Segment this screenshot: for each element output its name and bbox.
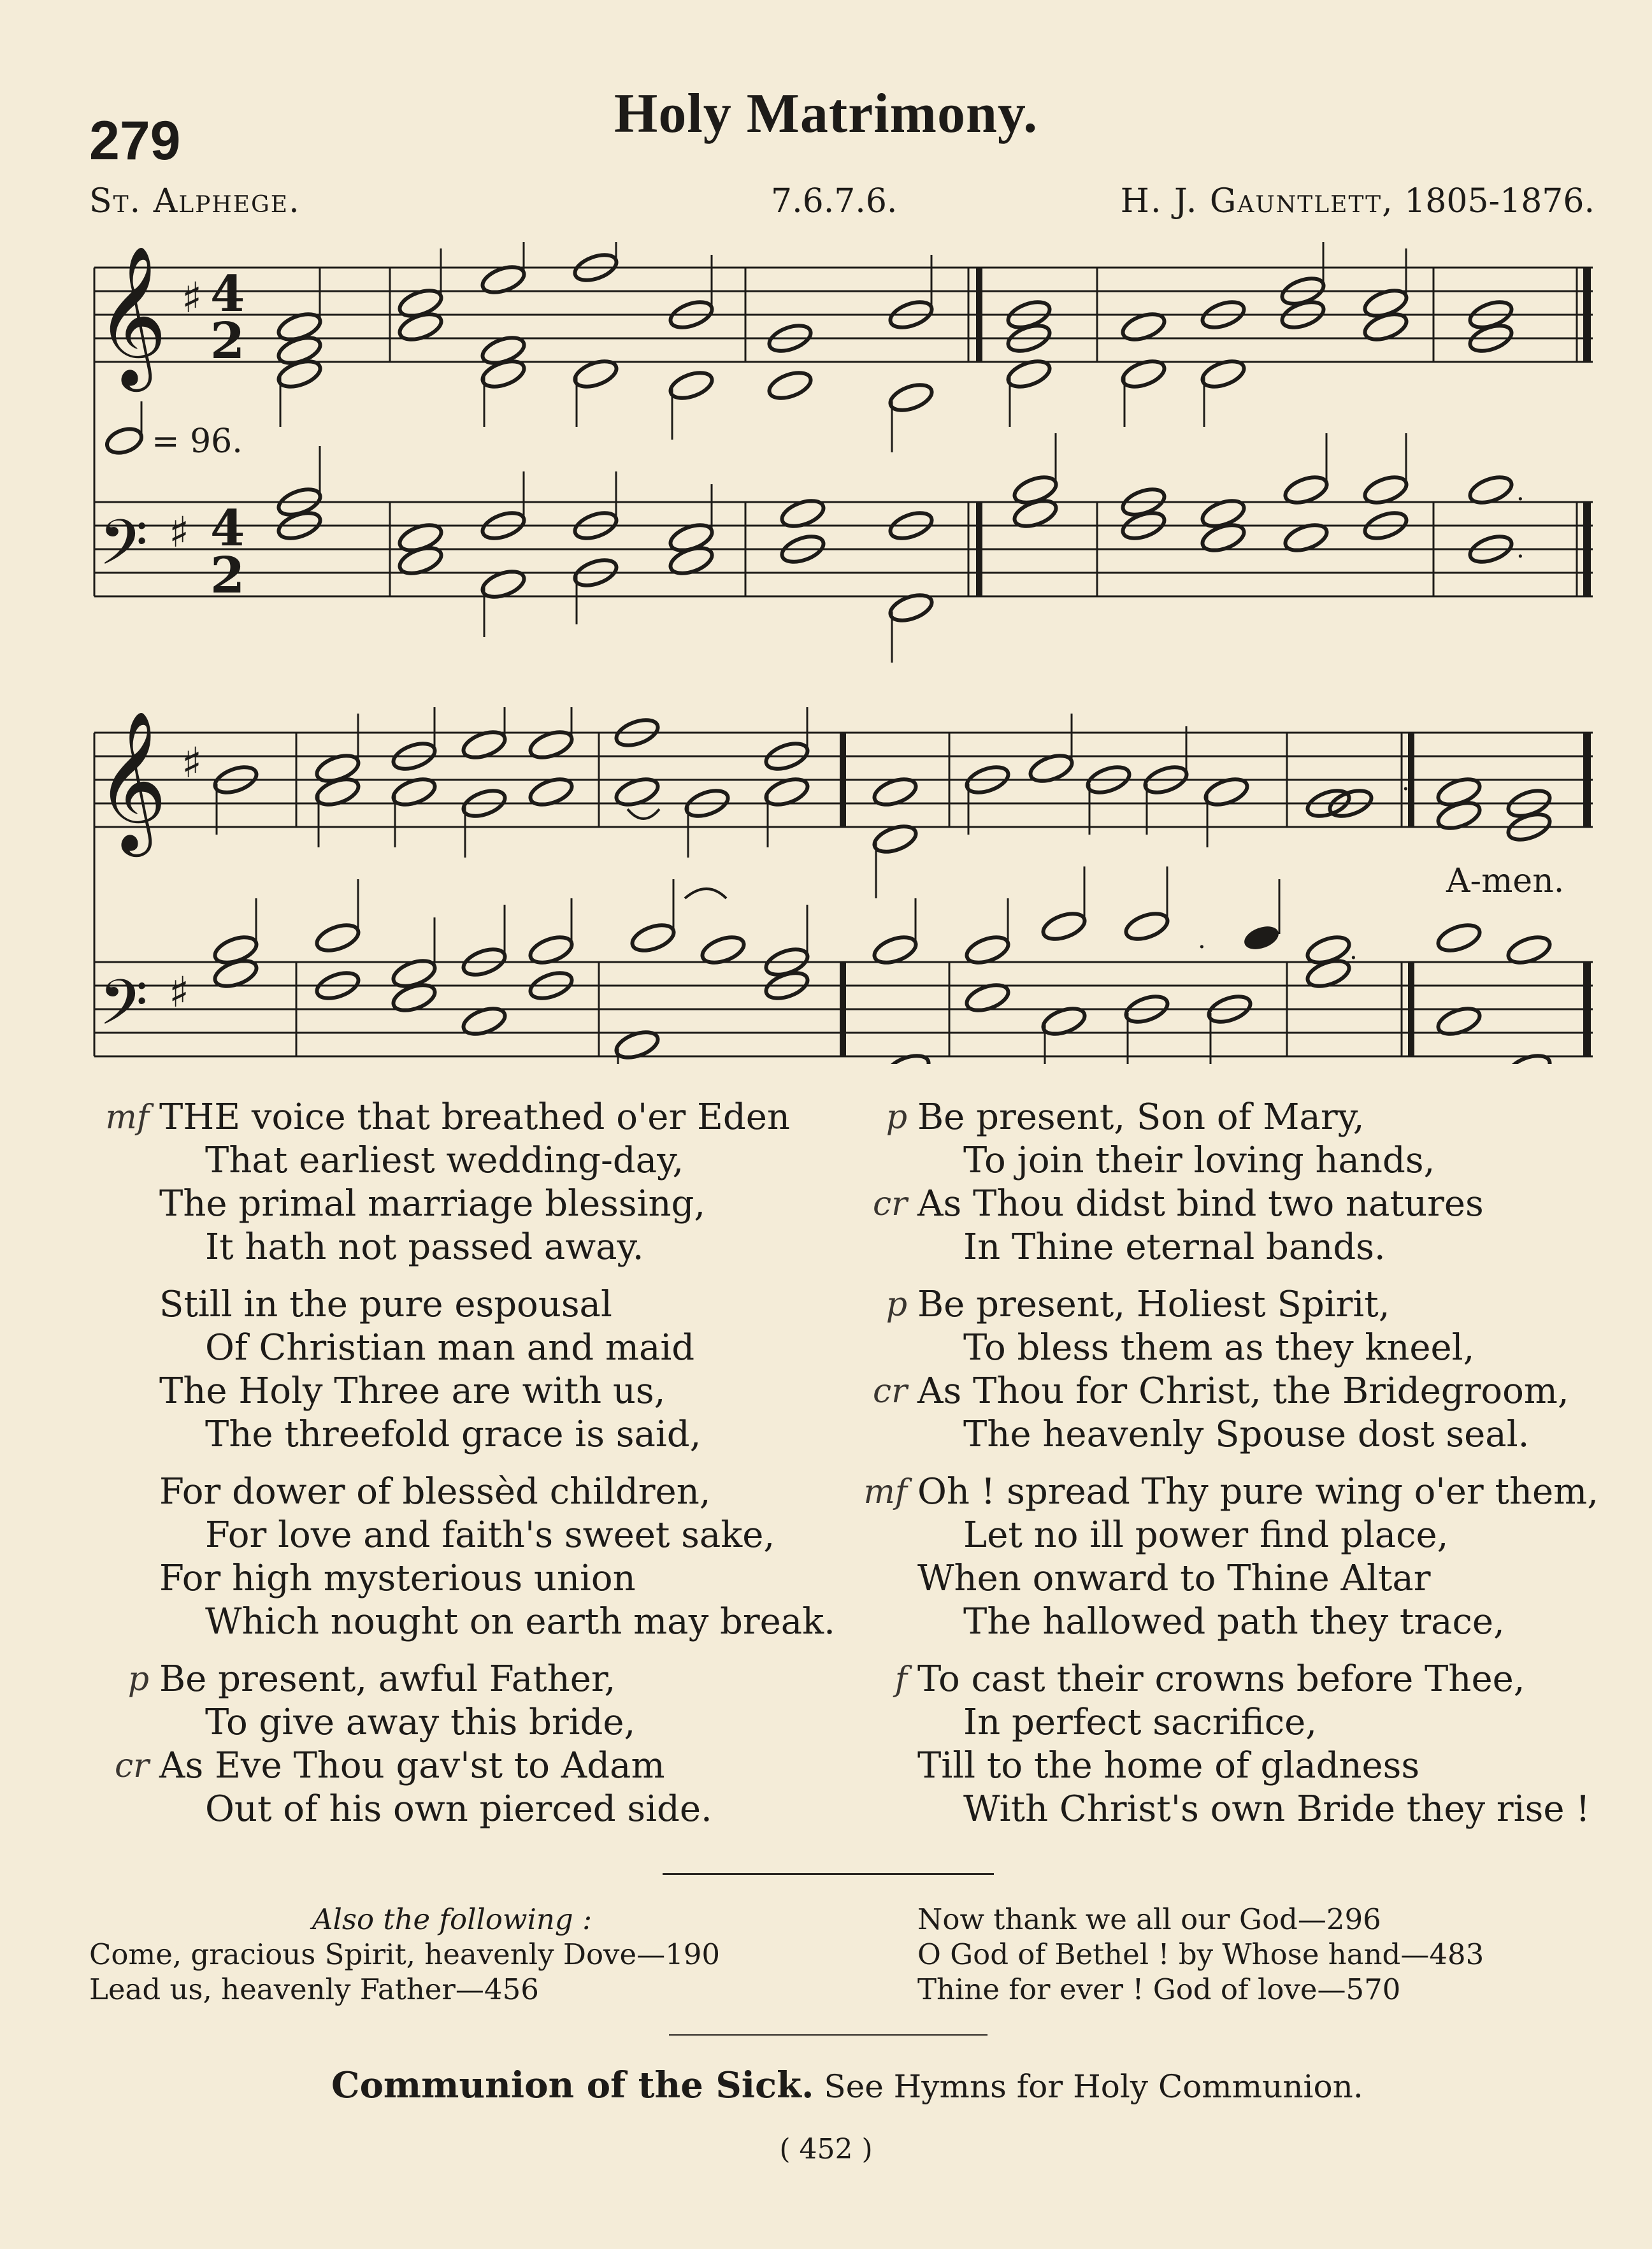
verse-line: That earliest wedding-day,	[205, 1140, 684, 1181]
verse-6	[873, 1283, 1625, 1456]
verse-line: The hallowed path they trace,	[963, 1601, 1505, 1642]
also-item: Come, gracious Spirit, heavenly Dove—190	[89, 1937, 720, 1971]
section-title: Holy Matrimony.	[614, 83, 1038, 145]
verse-line: For high mysterious union	[159, 1558, 636, 1599]
dynamic-mark: p	[886, 1286, 907, 1324]
also-item: Lead us, heavenly Father—456	[89, 1972, 539, 2006]
svg-text:𝄢: 𝄢	[99, 966, 148, 1055]
svg-text:.: .	[1402, 767, 1410, 796]
svg-text:.: .	[1516, 535, 1525, 564]
verse-line: The Holy Three are with us,	[159, 1370, 666, 1412]
also-right-column	[917, 1902, 1618, 2007]
dynamic-mark: p	[886, 1098, 907, 1137]
dynamic-mark: mf	[863, 1473, 907, 1511]
svg-text:4: 4	[210, 265, 245, 323]
divider-rule	[663, 1873, 994, 1875]
music-system-1	[0, 242, 1652, 688]
verse-line: Let no ill power find place,	[963, 1514, 1449, 1556]
dynamic-mark: cr	[873, 1185, 907, 1223]
verse-line: In perfect sacrifice,	[963, 1702, 1318, 1743]
meter: 7.6.7.6.	[771, 182, 898, 220]
verse-line: Oh ! spread Thy pure wing o'er them,	[917, 1471, 1599, 1513]
verse-line: For dower of blessèd children,	[159, 1471, 711, 1513]
tempo-mark: = 96.	[152, 422, 243, 461]
communion-heading: Communion of the Sick.	[331, 2064, 814, 2106]
verse-line: THE voice that breathed o'er Eden	[159, 1096, 790, 1138]
verses-left-column	[105, 1096, 860, 1845]
verse-line: Which nought on earth may break.	[205, 1601, 835, 1642]
verse-8	[894, 1658, 1625, 1831]
verse-line: As Thou for Christ, the Bridegroom,	[917, 1370, 1569, 1412]
verse-line: In Thine eternal bands.	[963, 1226, 1386, 1268]
composer-dates: 1805-1876.	[1404, 182, 1595, 220]
dynamic-mark: cr	[115, 1747, 149, 1785]
verse-line: To bless them as they kneel,	[963, 1327, 1475, 1369]
verse-line: Of Christian man and maid	[205, 1327, 695, 1369]
verse-line: With Christ's own Bride they rise !	[963, 1788, 1590, 1830]
verse-line: Still in the pure espousal	[159, 1284, 612, 1325]
verse-line: As Eve Thou gav'st to Adam	[159, 1745, 665, 1786]
verse-line: As Thou didst bind two natures	[917, 1183, 1484, 1225]
svg-text:4: 4	[210, 499, 245, 557]
svg-text:2: 2	[210, 312, 245, 370]
svg-text:♯: ♯	[182, 273, 202, 322]
also-left-column	[89, 1902, 854, 2007]
hymn-number: 279	[89, 110, 181, 171]
verse-line: For love and faith's sweet sake,	[205, 1514, 775, 1556]
svg-text:.: .	[1349, 936, 1358, 965]
composer	[1121, 182, 1595, 220]
dynamic-mark: p	[127, 1660, 149, 1699]
dynamic-mark: cr	[873, 1372, 907, 1411]
svg-text:𝄢: 𝄢	[99, 507, 148, 595]
verse-line: Be present, awful Father,	[159, 1658, 616, 1700]
verse-5	[873, 1096, 1625, 1269]
verses-right-column	[863, 1096, 1625, 1845]
svg-text:𝄞: 𝄞	[96, 245, 168, 385]
verse-line: It hath not passed away.	[205, 1226, 644, 1268]
verse-line: To join their loving hands,	[963, 1140, 1435, 1181]
verse-4	[115, 1658, 860, 1831]
dynamic-mark: mf	[105, 1098, 149, 1137]
also-item: Thine for ever ! God of love—570	[917, 1972, 1401, 2006]
also-item: Now thank we all our God—296	[917, 1902, 1381, 1936]
dynamic-mark: f	[894, 1660, 907, 1699]
verse-3	[159, 1470, 860, 1644]
also-item: O God of Bethel ! by Whose hand—483	[917, 1937, 1484, 1971]
svg-text:♯: ♯	[182, 738, 202, 787]
verse-line: Be present, Holiest Spirit,	[917, 1284, 1390, 1325]
verse-2	[159, 1283, 860, 1456]
verse-line: When onward to Thine Altar	[917, 1558, 1431, 1599]
svg-text:𝄞: 𝄞	[96, 710, 168, 851]
verse-line: Till to the home of gladness	[917, 1745, 1420, 1786]
also-heading: Also the following :	[312, 1902, 593, 1936]
verse-line: The threefold grace is said,	[205, 1414, 701, 1455]
svg-text:2: 2	[210, 547, 245, 605]
verse-line: Be present, Son of Mary,	[917, 1096, 1365, 1138]
amen-text: A-men.	[1446, 862, 1565, 900]
communion-text: See Hymns for Holy Communion.	[824, 2068, 1363, 2105]
verse-line: The primal marriage blessing,	[159, 1183, 706, 1225]
communion-note	[331, 2064, 1363, 2106]
composer-name: H. J. Gauntlett,	[1120, 182, 1394, 220]
tune-name: St. Alphege.	[89, 182, 301, 220]
verse-1	[105, 1096, 860, 1269]
svg-text:.: .	[1198, 925, 1206, 954]
svg-text:♯: ♯	[169, 507, 189, 557]
verse-line: To cast their crowns before Thee,	[917, 1658, 1525, 1700]
verse-7	[863, 1470, 1625, 1644]
svg-text:♯: ♯	[169, 967, 189, 1017]
verse-line: To give away this bride,	[205, 1702, 636, 1743]
verse-line: Out of his own pierced side.	[205, 1788, 712, 1830]
page-number: ( 452 )	[779, 2133, 873, 2166]
divider-rule	[669, 2034, 988, 2036]
verse-line: The heavenly Spouse dost seal.	[963, 1414, 1530, 1455]
svg-text:.: .	[1516, 477, 1525, 507]
music-system-2	[0, 707, 1652, 1064]
